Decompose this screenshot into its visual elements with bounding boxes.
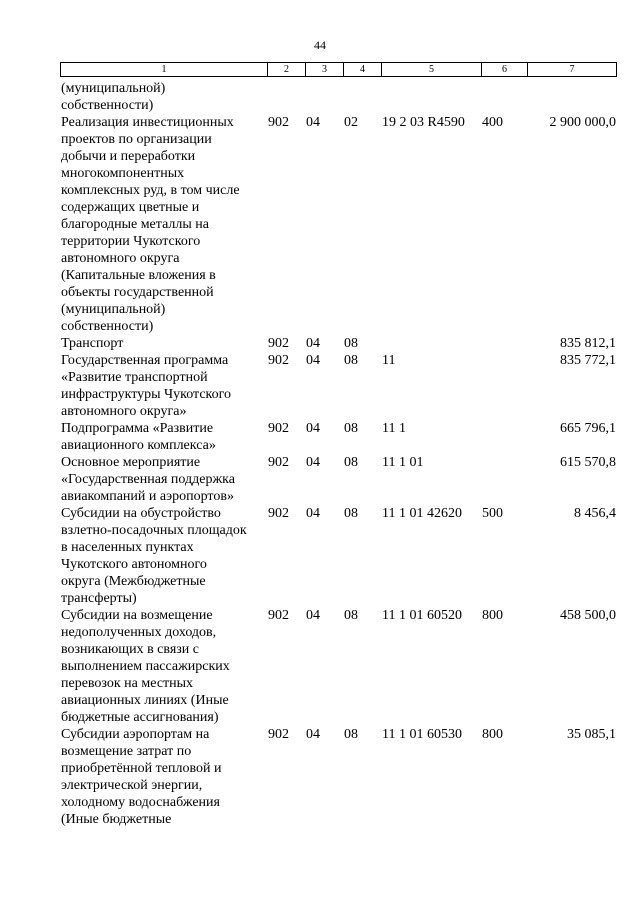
description-line: комплексных руд, в том числе	[61, 183, 240, 198]
description-line: перевозок на местных	[61, 676, 194, 691]
row-section-code: 04	[306, 455, 320, 470]
description-line: благородные металлы на	[61, 217, 209, 232]
row-description	[61, 80, 266, 114]
description-line: собственности)	[61, 319, 154, 334]
row-target-code: 11 1 01 60530	[382, 727, 462, 742]
description-line: холодному водоснабжения	[61, 795, 220, 810]
row-subsection-code: 08	[344, 506, 358, 521]
row-subsection-code: 08	[344, 608, 358, 623]
row-admin-code: 902	[268, 353, 289, 368]
description-line: недополученных доходов,	[61, 625, 217, 640]
description-line: Реализация инвестиционных	[61, 115, 234, 130]
description-line: автономного округа»	[61, 404, 187, 419]
description-line: Основное мероприятие	[61, 455, 201, 470]
table-header	[60, 62, 617, 77]
table-row	[0, 352, 640, 420]
description-line: многокомпонентных	[61, 166, 185, 181]
header-col-7: 7	[528, 63, 617, 77]
row-section-code: 04	[306, 506, 320, 521]
description-line: взлетно-посадочных площадок	[61, 523, 247, 538]
header-col-5: 5	[382, 63, 482, 77]
row-description	[61, 454, 266, 505]
row-admin-code: 902	[268, 421, 289, 436]
description-line: трансферты)	[61, 591, 137, 606]
description-line: Чукотского автономного	[61, 557, 207, 572]
description-line: объекты государственной	[61, 285, 214, 300]
table-row	[0, 335, 640, 352]
row-description	[61, 505, 266, 607]
description-line: территории Чукотского	[61, 234, 201, 249]
row-amount: 8 456,4	[574, 506, 616, 521]
table-row	[0, 80, 640, 114]
description-line: «Государственная поддержка	[61, 472, 235, 487]
row-subsection-code: 08	[344, 421, 358, 436]
row-admin-code: 902	[268, 115, 289, 130]
row-target-code: 11 1 01 60520	[382, 608, 462, 623]
row-amount: 2 900 000,0	[549, 115, 616, 130]
description-line: собственности)	[61, 98, 154, 113]
description-line: содержащих цветные и	[61, 200, 200, 215]
description-line: проектов по организации	[61, 132, 212, 147]
row-expense-type: 400	[482, 115, 503, 130]
row-expense-type: 800	[482, 727, 503, 742]
row-description	[61, 335, 266, 352]
description-line: Подпрограмма «Развитие	[61, 421, 214, 436]
row-expense-type: 500	[482, 506, 503, 521]
row-admin-code: 902	[268, 336, 289, 351]
row-amount: 835 772,1	[560, 353, 616, 368]
row-amount: 615 570,8	[560, 455, 616, 470]
row-description	[61, 114, 266, 335]
description-line: возмещение затрат по	[61, 744, 192, 759]
description-line: (Капитальные вложения в	[61, 268, 216, 283]
table-row	[0, 505, 640, 607]
row-subsection-code: 02	[344, 115, 358, 130]
header-col-2: 2	[268, 63, 306, 77]
description-line: «Развитие транспортной	[61, 370, 208, 385]
description-line: возникающих в связи с	[61, 642, 199, 657]
row-description	[61, 726, 266, 828]
row-amount: 35 085,1	[567, 727, 616, 742]
row-target-code: 11 1 01	[382, 455, 424, 470]
row-amount: 835 812,1	[560, 336, 616, 351]
table-row	[0, 114, 640, 335]
row-target-code: 11 1	[382, 421, 406, 436]
row-subsection-code: 08	[344, 336, 358, 351]
header-col-4: 4	[344, 63, 382, 77]
row-admin-code: 902	[268, 608, 289, 623]
description-line: выполнением пассажирских	[61, 659, 230, 674]
row-description	[61, 607, 266, 726]
table-row	[0, 454, 640, 505]
row-amount: 665 796,1	[560, 421, 616, 436]
table-row	[0, 420, 640, 454]
row-target-code: 11 1 01 42620	[382, 506, 462, 521]
description-line: добычи и переработки	[61, 149, 196, 164]
description-line: в населенных пунктах	[61, 540, 194, 555]
description-line: (Иные бюджетные	[61, 812, 172, 827]
description-line: Субсидии на возмещение	[61, 608, 213, 623]
row-subsection-code: 08	[344, 727, 358, 742]
table-row	[0, 607, 640, 726]
description-line: авиационного комплекса»	[61, 438, 216, 453]
page-number: 44	[314, 38, 326, 52]
row-subsection-code: 08	[344, 455, 358, 470]
row-admin-code: 902	[268, 506, 289, 521]
row-section-code: 04	[306, 421, 320, 436]
row-section-code: 04	[306, 115, 320, 130]
description-line: (муниципальной)	[61, 302, 166, 317]
row-expense-type: 800	[482, 608, 503, 623]
row-section-code: 04	[306, 608, 320, 623]
row-description	[61, 352, 266, 420]
header-col-1: 1	[61, 63, 268, 77]
description-line: Субсидии аэропортам на	[61, 727, 210, 742]
table-body	[0, 80, 640, 828]
description-line: Государственная программа	[61, 353, 229, 368]
description-line: автономного округа	[61, 251, 180, 266]
description-line: авиакомпаний и аэропортов»	[61, 489, 234, 504]
header-col-6: 6	[482, 63, 528, 77]
row-subsection-code: 08	[344, 353, 358, 368]
row-description	[61, 420, 266, 454]
table-row	[0, 726, 640, 828]
description-line: Субсидии на обустройство	[61, 506, 221, 521]
description-line: инфраструктуры Чукотского	[61, 387, 232, 402]
description-line: электрической энергии,	[61, 778, 203, 793]
description-line: бюджетные ассигнования)	[61, 710, 219, 725]
row-admin-code: 902	[268, 455, 289, 470]
row-section-code: 04	[306, 727, 320, 742]
header-col-3: 3	[306, 63, 344, 77]
row-target-code: 19 2 03 R4590	[382, 115, 465, 130]
row-admin-code: 902	[268, 727, 289, 742]
description-line: (муниципальной)	[61, 81, 166, 96]
description-line: Транспорт	[61, 336, 124, 351]
row-section-code: 04	[306, 353, 320, 368]
row-amount: 458 500,0	[560, 608, 616, 623]
description-line: авиационных линиях (Иные	[61, 693, 229, 708]
row-section-code: 04	[306, 336, 320, 351]
description-line: округа (Межбюджетные	[61, 574, 206, 589]
description-line: приобретённой тепловой и	[61, 761, 222, 776]
row-target-code: 11	[382, 353, 396, 368]
